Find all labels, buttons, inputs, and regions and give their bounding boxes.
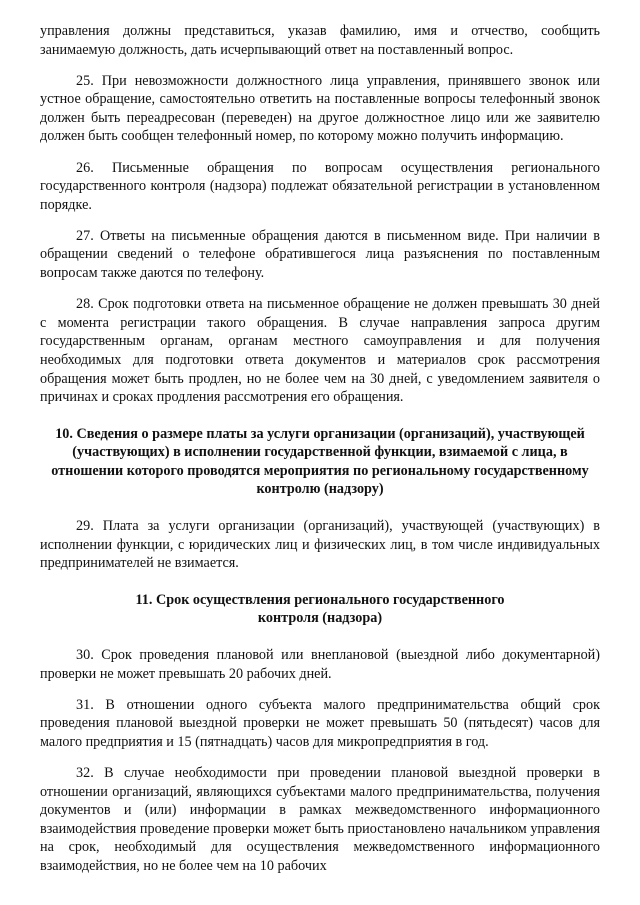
paragraph-26: 26. Письменные обращения по вопросам осуществления регионального государственного контроля (надзора) подлежат обязательной регистрации в установленном порядке. <box>40 159 600 213</box>
section-heading-10: 10. Сведения о размере платы за услуги организации (организаций), участвующей (участвующих) в исполнении государственной функции, взимаемой с лица, в отношении которого проводятся мероприятия по региональному государственному контролю (надзору) <box>51 425 589 498</box>
paragraph-30: 30. Срок проведения плановой или внеплановой (выездной либо документарной) проверки не может превышать 20 рабочих дней. <box>40 647 600 682</box>
paragraph-27: 27. Ответы на письменные обращения даются в письменном виде. При наличии в обращении сведений о телефоне обратившегося лица разъяснения по поставленным вопросам также даются по телефону. <box>40 227 600 282</box>
paragraph-25: 25. При невозможности должностного лица управления, принявшего звонок или устное обращение, самостоятельно ответить на поставленные вопросы телефонный звонок должен быть переадресован (переведен) на другое должностное лицо или же заявителю должен быть сообщен телефонный номер, по которому можно получить информацию. <box>40 72 600 145</box>
paragraph-32: 32. В случае необходимости при проведении плановой выездной проверки в отношении организаций, являющихся субъектами малого предпринимательства, получения документов и (или) информации в рамках межведомственного информационного взаимодействия проведение проверки может быть приостановлено начальником управления на срок, необходимый для осуществления межведомственного информационного взаимодействия, но не более чем на 10 рабочих <box>40 765 600 874</box>
document-page <box>40 22 600 876</box>
paragraph-29: 29. Плата за услуги организации (организаций), участвующей (участвующих) в исполнении функции, с юридических лиц и физических лиц, в том числе индивидуальных предпринимателей не взимается. <box>40 518 600 572</box>
section-heading-11-line1: 11. Срок осуществления регионального государственного <box>135 591 505 608</box>
paragraph-31: 31. В отношении одного субъекта малого предпринимательства общий срок проведения плановой выездной проверки не может превышать 50 (пятьдесят) часов для малого предприятия и 15 (пятнадцать) часов для микропредприятия в год. <box>40 696 600 750</box>
section-heading-11-line2: контроля (надзора) <box>257 610 383 627</box>
section-heading-11 <box>40 591 600 628</box>
paragraph-intro: управления должны представиться, указав фамилию, имя и отчество, сообщить занимаемую должность, дать исчерпывающий ответ на поставленный вопрос. <box>40 23 600 58</box>
paragraph-28: 28. Срок подготовки ответа на письменное обращение не должен превышать 30 дней с момента регистрации такого обращения. В случае направления запроса другим государственным органам, органам местного самоуправления и для получения необходимых для подготовки ответа документов и материалов срок рассмотрения обращения может быть продлен, но не более чем на 30 дней, с уведомлением заявителя о причинах и сроках продления рассмотрения его обращения. <box>40 296 600 406</box>
